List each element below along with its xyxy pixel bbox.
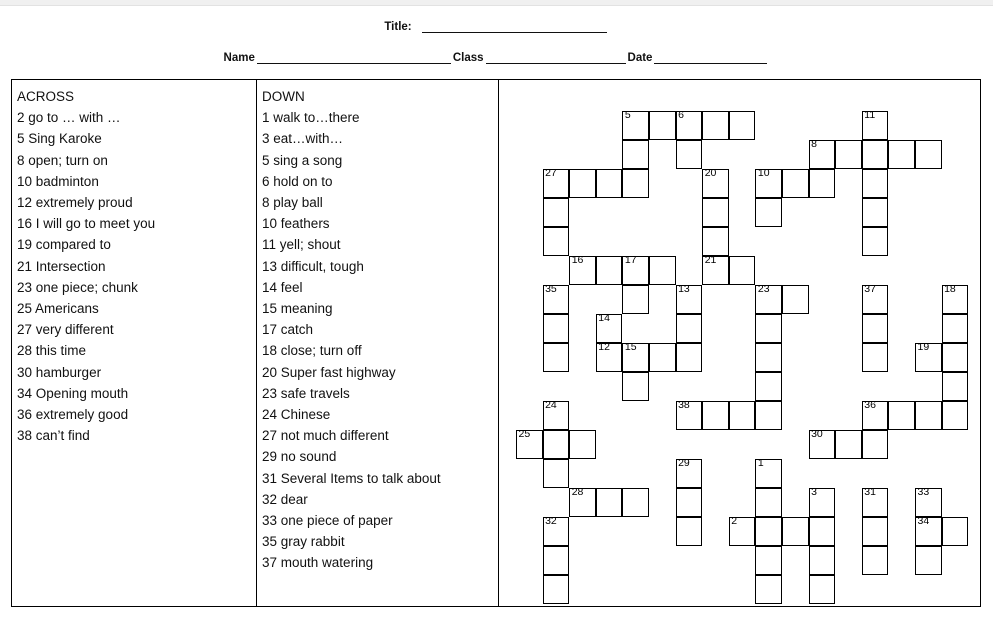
across-clue-23: [17, 277, 255, 298]
grid-cell[interactable]: [702, 401, 729, 430]
clue-number: 13: [262, 258, 278, 274]
grid-cell[interactable]: [942, 401, 969, 430]
across-clue-19: [17, 234, 255, 255]
clue-text: catch: [277, 322, 314, 338]
grid-cell-number: 21: [704, 254, 717, 266]
clue-number: 15: [262, 301, 278, 317]
grid-cell-number: 17: [624, 254, 637, 266]
across-heading: ACROSS: [17, 89, 75, 104]
grid-cell-start-32[interactable]: [543, 517, 570, 546]
clue-number: 17: [262, 322, 278, 338]
across-clue-10: [17, 171, 255, 192]
grid-cell[interactable]: [915, 140, 942, 169]
down-clue-13: [262, 256, 496, 277]
grid-cell[interactable]: [596, 169, 623, 198]
grid-cell[interactable]: [676, 314, 703, 343]
clue-number: 10: [17, 173, 33, 189]
grid-cell[interactable]: [596, 256, 623, 285]
clue-number: 16: [17, 216, 33, 232]
grid-cell-number: 34: [917, 515, 930, 527]
grid-cell-start-14[interactable]: [596, 314, 623, 343]
grid-cell[interactable]: [622, 169, 649, 198]
grid-cell-number: 16: [571, 254, 584, 266]
grid-cell-number: 11: [864, 109, 876, 121]
clue-text: Chinese: [277, 407, 331, 423]
down-clue-33: [262, 510, 496, 531]
clue-number: 12: [17, 195, 33, 211]
grid-cell[interactable]: [622, 285, 649, 314]
grid-cell-number: 20: [704, 167, 717, 179]
down-clue-31: [262, 468, 496, 489]
grid-cell-start-31[interactable]: [862, 488, 889, 517]
clue-text: mouth watering: [277, 555, 374, 571]
title-input-line[interactable]: [422, 20, 607, 33]
down-clue-1: [262, 107, 496, 128]
clue-text: gray rabbit: [277, 534, 345, 550]
clue-text: Several Items to talk about: [277, 470, 441, 486]
clue-text: play ball: [269, 195, 323, 211]
clue-number: 31: [262, 470, 278, 486]
grid-cell[interactable]: [755, 198, 782, 227]
grid-cell-start-17[interactable]: [622, 256, 649, 285]
grid-cell[interactable]: [782, 517, 809, 546]
across-clue-column: [17, 86, 255, 446]
grid-cell[interactable]: [862, 517, 889, 546]
grid-cell-start-8[interactable]: [809, 140, 836, 169]
grid-cell[interactable]: [755, 372, 782, 401]
clue-number: 5: [17, 131, 25, 147]
across-clue-34: [17, 383, 255, 404]
down-clue-23: [262, 383, 496, 404]
grid-cell-number: 2: [731, 515, 738, 527]
clue-number: 37: [262, 555, 278, 571]
clue-text: dear: [277, 491, 308, 507]
clue-number: 36: [17, 407, 33, 423]
grid-cell-number: 35: [545, 283, 557, 295]
clue-text: yell; shout: [276, 237, 341, 253]
grid-cell-number: 10: [757, 167, 770, 179]
grid-cell-start-37[interactable]: [862, 285, 889, 314]
clue-number: 1: [262, 110, 270, 126]
grid-cell[interactable]: [649, 343, 676, 372]
down-clue-11: [262, 234, 496, 255]
down-clue-list: [262, 107, 496, 573]
clue-text: I will go to meet you: [32, 216, 156, 232]
grid-cell[interactable]: [755, 517, 782, 546]
clue-number: 20: [262, 364, 278, 380]
grid-cell-start-2[interactable]: [729, 517, 756, 546]
clue-number: 38: [17, 428, 33, 444]
clue-text: this time: [32, 343, 87, 359]
grid-cell[interactable]: [676, 517, 703, 546]
grid-cell-number: 30: [811, 428, 823, 440]
grid-cell-start-25[interactable]: [516, 430, 543, 459]
class-label: Class: [452, 52, 484, 64]
across-clue-36: [17, 404, 255, 425]
grid-cell[interactable]: [862, 314, 889, 343]
grid-cell-start-20[interactable]: [702, 169, 729, 198]
grid-cell-number: 8: [811, 138, 817, 150]
grid-cell-start-34[interactable]: [915, 517, 942, 546]
grid-cell[interactable]: [942, 372, 969, 401]
down-clue-35: [262, 531, 496, 552]
clue-text: safe travels: [277, 385, 350, 401]
grid-cell[interactable]: [809, 546, 836, 575]
grid-cell[interactable]: [569, 169, 596, 198]
grid-cell[interactable]: [676, 343, 703, 372]
grid-cell[interactable]: [543, 198, 570, 227]
grid-cell-start-35[interactable]: [543, 285, 570, 314]
clue-text: hamburger: [32, 364, 102, 380]
clue-text: Sing Karoke: [24, 131, 102, 147]
grid-cell[interactable]: [543, 575, 570, 604]
grid-cell-number: 3: [811, 486, 817, 498]
worksheet-panel: [11, 79, 981, 607]
grid-cell[interactable]: [755, 488, 782, 517]
down-clue-20: [262, 362, 496, 383]
grid-cell-start-12[interactable]: [596, 343, 623, 372]
clue-number: 8: [17, 152, 25, 168]
grid-cell-number: 19: [917, 341, 930, 353]
down-clue-24: [262, 404, 496, 425]
grid-cell[interactable]: [942, 517, 969, 546]
grid-cell[interactable]: [915, 546, 942, 575]
grid-cell-number: 32: [545, 515, 557, 527]
clue-text: meaning: [277, 301, 333, 317]
column-divider-1: [256, 80, 257, 606]
grid-cell[interactable]: [755, 546, 782, 575]
clue-number: 27: [17, 322, 33, 338]
date-input-line[interactable]: [654, 51, 767, 64]
title-field-row: [0, 19, 993, 33]
grid-cell-start-16[interactable]: [569, 256, 596, 285]
clue-number: 5: [262, 152, 270, 168]
grid-cell-start-36[interactable]: [862, 401, 889, 430]
grid-cell[interactable]: [543, 546, 570, 575]
clue-text: badminton: [32, 173, 99, 189]
across-clue-12: [17, 192, 255, 213]
clue-number: 29: [262, 449, 278, 465]
down-clue-17: [262, 319, 496, 340]
clue-number: 23: [262, 385, 278, 401]
clue-text: Americans: [32, 301, 99, 317]
grid-cell-start-29[interactable]: [676, 459, 703, 488]
across-clue-2: [17, 107, 255, 128]
grid-cell[interactable]: [729, 256, 756, 285]
grid-cell[interactable]: [543, 343, 570, 372]
clue-number: 2: [17, 110, 25, 126]
window-top-strip: [0, 0, 993, 6]
grid-cell-number: 33: [917, 486, 930, 498]
crossword-grid[interactable]: [498, 80, 982, 608]
grid-cell[interactable]: [862, 169, 889, 198]
grid-cell[interactable]: [543, 314, 570, 343]
grid-cell-number: 27: [545, 167, 557, 179]
grid-cell-start-19[interactable]: [915, 343, 942, 372]
grid-cell-start-27[interactable]: [543, 169, 570, 198]
grid-cell[interactable]: [622, 140, 649, 169]
clue-number: 28: [17, 343, 33, 359]
clue-text: extremely good: [32, 407, 129, 423]
grid-cell-number: 36: [864, 399, 876, 411]
grid-cell[interactable]: [755, 343, 782, 372]
clue-number: 6: [262, 173, 270, 189]
grid-cell-number: 1: [757, 457, 764, 469]
clue-text: hold on to: [269, 173, 333, 189]
grid-cell[interactable]: [649, 256, 676, 285]
grid-cell[interactable]: [543, 430, 570, 459]
clue-number: 8: [262, 195, 270, 211]
down-clue-8: [262, 192, 496, 213]
grid-cell[interactable]: [676, 488, 703, 517]
grid-cell-start-28[interactable]: [569, 488, 596, 517]
grid-cell-number: 28: [571, 486, 584, 498]
grid-cell-number: 13: [678, 283, 690, 295]
grid-cell-number: 24: [545, 399, 557, 411]
grid-cell[interactable]: [755, 575, 782, 604]
down-clue-15: [262, 298, 496, 319]
grid-cell-number: 25: [518, 428, 531, 440]
grid-cell[interactable]: [755, 401, 782, 430]
grid-cell[interactable]: [543, 459, 570, 488]
grid-cell[interactable]: [782, 169, 809, 198]
clue-text: walk to…there: [269, 110, 360, 126]
clue-number: 11: [262, 237, 277, 253]
down-clue-3: [262, 128, 496, 149]
clue-text: one piece of paper: [277, 513, 393, 529]
clue-text: can’t find: [32, 428, 90, 444]
grid-cell-start-38[interactable]: [676, 401, 703, 430]
clue-text: go to … with …: [24, 110, 121, 126]
clue-text: feel: [277, 279, 303, 295]
grid-cell-start-15[interactable]: [622, 343, 649, 372]
grid-cell-start-23[interactable]: [755, 285, 782, 314]
clue-text: difficult, tough: [277, 258, 364, 274]
clue-text: not much different: [277, 428, 389, 444]
grid-cell[interactable]: [888, 140, 915, 169]
down-heading: DOWN: [262, 89, 305, 104]
down-clue-column: [262, 86, 496, 574]
name-label: Name: [223, 52, 255, 64]
across-clue-5: [17, 128, 255, 149]
grid-cell-start-1[interactable]: [755, 459, 782, 488]
grid-cell[interactable]: [755, 314, 782, 343]
grid-cell[interactable]: [888, 401, 915, 430]
title-label: Title:: [384, 21, 412, 33]
grid-cell-number: 31: [864, 486, 876, 498]
grid-cell[interactable]: [702, 198, 729, 227]
grid-cell[interactable]: [569, 430, 596, 459]
clue-text: close; turn off: [277, 343, 362, 359]
clue-text: eat…with…: [269, 131, 344, 147]
grid-cell-start-10[interactable]: [755, 169, 782, 198]
grid-cell[interactable]: [596, 488, 623, 517]
down-clue-32: [262, 489, 496, 510]
grid-cell-start-13[interactable]: [676, 285, 703, 314]
grid-cell[interactable]: [942, 343, 969, 372]
grid-cell[interactable]: [543, 227, 570, 256]
grid-cell[interactable]: [862, 227, 889, 256]
grid-cell-start-6[interactable]: [676, 111, 703, 140]
grid-cell[interactable]: [809, 169, 836, 198]
name-class-date-row: [0, 50, 993, 64]
clue-number: 3: [262, 131, 270, 147]
clue-number: 24: [262, 407, 278, 423]
across-clue-21: [17, 256, 255, 277]
across-clue-28: [17, 340, 255, 361]
grid-cell-number: 18: [944, 283, 956, 295]
class-input-line[interactable]: [486, 51, 626, 64]
grid-cell-start-11[interactable]: [862, 111, 889, 140]
clue-number: 34: [17, 385, 33, 401]
down-clue-27: [262, 425, 496, 446]
grid-cell-start-3[interactable]: [809, 488, 836, 517]
date-label: Date: [627, 52, 653, 64]
clue-number: 14: [262, 279, 278, 295]
grid-cell[interactable]: [862, 546, 889, 575]
down-clue-29: [262, 446, 496, 467]
down-clue-18: [262, 340, 496, 361]
down-clue-6: [262, 171, 496, 192]
across-clue-27: [17, 319, 255, 340]
clue-text: Super fast highway: [277, 364, 396, 380]
clue-number: 23: [17, 279, 33, 295]
clue-text: no sound: [277, 449, 337, 465]
down-clue-10: [262, 213, 496, 234]
down-clue-37: [262, 552, 496, 573]
grid-cell-number: 14: [598, 312, 610, 324]
grid-cell[interactable]: [862, 343, 889, 372]
grid-cell-number: 38: [678, 399, 690, 411]
grid-cell[interactable]: [862, 140, 889, 169]
across-clue-8: [17, 150, 255, 171]
grid-cell[interactable]: [622, 488, 649, 517]
grid-cell-start-18[interactable]: [942, 285, 969, 314]
down-clue-5: [262, 150, 496, 171]
grid-cell[interactable]: [782, 285, 809, 314]
across-clue-16: [17, 213, 255, 234]
clue-text: sing a song: [269, 152, 343, 168]
grid-cell[interactable]: [809, 575, 836, 604]
clue-text: Opening mouth: [32, 385, 129, 401]
clue-text: one piece; chunk: [32, 279, 138, 295]
grid-cell[interactable]: [942, 314, 969, 343]
grid-cell-number: 6: [678, 109, 684, 121]
clue-text: feathers: [277, 216, 330, 232]
clue-number: 10: [262, 216, 278, 232]
grid-cell-number: 12: [598, 341, 610, 353]
clue-number: 21: [17, 258, 33, 274]
grid-cell[interactable]: [835, 430, 862, 459]
clue-text: Intersection: [32, 258, 106, 274]
grid-cell-start-33[interactable]: [915, 488, 942, 517]
grid-cell[interactable]: [622, 372, 649, 401]
clue-number: 25: [17, 301, 33, 317]
down-clue-14: [262, 277, 496, 298]
grid-cell-start-21[interactable]: [702, 256, 729, 285]
grid-cell-number: 23: [757, 283, 770, 295]
grid-cell-number: 15: [624, 341, 637, 353]
clue-text: open; turn on: [24, 152, 108, 168]
clue-number: 32: [262, 491, 278, 507]
grid-cell[interactable]: [702, 227, 729, 256]
grid-cell[interactable]: [676, 140, 703, 169]
grid-cell[interactable]: [649, 111, 676, 140]
grid-cell-number: 29: [678, 457, 690, 469]
grid-cell[interactable]: [862, 430, 889, 459]
grid-cell[interactable]: [809, 517, 836, 546]
across-clue-list: [17, 107, 255, 446]
clue-number: 35: [262, 534, 278, 550]
clue-number: 19: [17, 237, 33, 253]
clue-number: 33: [262, 513, 278, 529]
clue-text: extremely proud: [32, 195, 133, 211]
grid-cell[interactable]: [702, 111, 729, 140]
grid-cell[interactable]: [862, 198, 889, 227]
across-clue-30: [17, 362, 255, 383]
grid-cell[interactable]: [729, 111, 756, 140]
grid-cell-start-30[interactable]: [809, 430, 836, 459]
clue-text: compared to: [32, 237, 111, 253]
clue-number: 30: [17, 364, 33, 380]
grid-cell-start-24[interactable]: [543, 401, 570, 430]
grid-cell-number: 5: [624, 109, 631, 121]
clue-text: very different: [32, 322, 114, 338]
grid-cell-number: 37: [864, 283, 876, 295]
across-clue-25: [17, 298, 255, 319]
clue-number: 18: [262, 343, 278, 359]
grid-cell-start-5[interactable]: [622, 111, 649, 140]
grid-cell[interactable]: [915, 401, 942, 430]
grid-cell[interactable]: [835, 140, 862, 169]
grid-cell[interactable]: [729, 401, 756, 430]
clue-number: 27: [262, 428, 278, 444]
across-clue-38: [17, 425, 255, 446]
name-input-line[interactable]: [257, 51, 451, 64]
